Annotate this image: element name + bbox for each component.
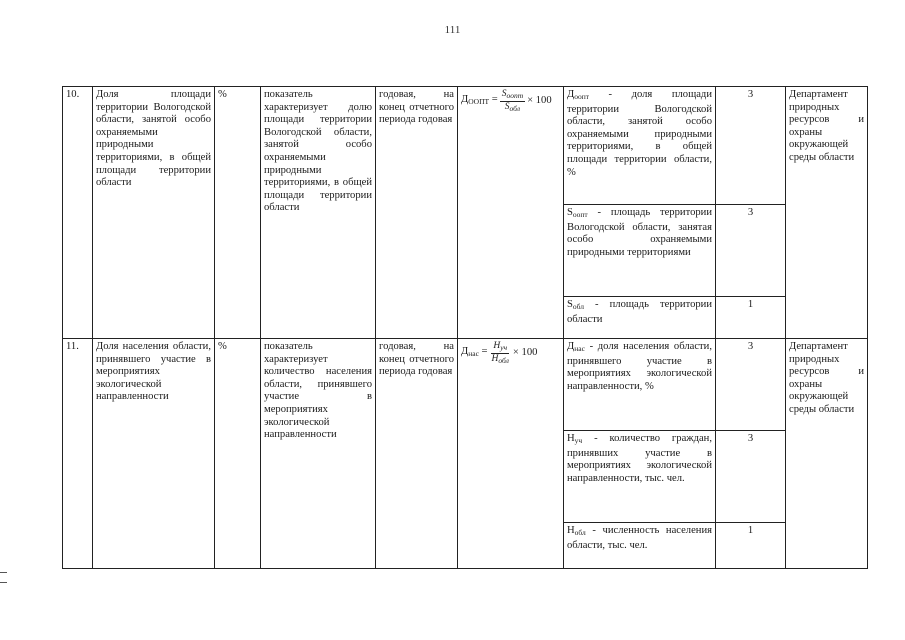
unit: % <box>215 87 261 339</box>
row-number: 11. <box>63 339 93 569</box>
table-row <box>63 87 868 205</box>
indicator-definition: показатель характеризует долю площади территории Вологодской области, занятой особо охраняемыми природными территориями, в общей площади территории области <box>261 87 376 339</box>
component-description: $Н_{уч}$ - количество граждан, принявших участие в мероприятиях экологической направленности, тыс. чел. <box>564 431 716 523</box>
periodicity: годовая, на конец отчетного периода годовая <box>376 87 458 339</box>
page-number: 111 <box>444 24 461 36</box>
periodicity: годовая, на конец отчетного периода годовая <box>376 339 458 569</box>
responsible-department: Департамент природных ресурсов и охраны окружающей среды области <box>786 87 868 339</box>
component-description: $Д_{оопт}$ - доля площади территории Вологодской области, занятой особо охраняемыми природными территориями, в общей площади территории области, % <box>564 87 716 205</box>
component-description: $S_{обл}$ - площадь территории области <box>564 297 716 339</box>
row-number: 10. <box>63 87 93 339</box>
component-code: 3 <box>716 339 786 431</box>
calculation-formula: $Д_{нас}$ = $\frac{Н_{уч}}{Н_{обл}}$ × 100 <box>458 339 564 569</box>
component-code: 1 <box>716 297 786 339</box>
unit: % <box>215 339 261 569</box>
formula-fraction: $\frac{Н_{уч}}{Н_{обл}}$ <box>491 341 509 365</box>
indicator-name: Доля населения области, принявшего участие в мероприятиях экологической направленности <box>93 339 215 569</box>
component-description: $Н_{обл}$ - численность населения области, тыс. чел. <box>564 523 716 569</box>
indicators-table <box>62 86 868 569</box>
indicator-definition: показатель характеризует количество населения области, принявшего участие в мероприятиях экологической направленности <box>261 339 376 569</box>
component-code: 3 <box>716 431 786 523</box>
component-description: $S_{оопт}$ - площадь территории Вологодской области, занятая особо охраняемыми природными территориями <box>564 205 716 297</box>
table-row <box>63 339 868 431</box>
indicator-name: Доля площади территории Вологодской области, занятой особо охраняемыми природными территориями, в общей площади территории области <box>93 87 215 339</box>
margin-mark <box>0 572 7 573</box>
responsible-department: Департамент природных ресурсов и охраны окружающей среды области <box>786 339 868 569</box>
margin-mark <box>0 582 7 583</box>
calculation-formula: $Д_{ООПТ}$ = $\frac{S_{оопт}}{S_{обл}}$ × 100 <box>458 87 564 339</box>
component-code: 1 <box>716 523 786 569</box>
component-code: 3 <box>716 205 786 297</box>
component-code: 3 <box>716 87 786 205</box>
formula-fraction: $\frac{S_{оопт}}{S_{обл}}$ <box>501 89 524 113</box>
component-description: $Д_{нас}$ - доля населения области, принявшего участие в мероприятиях экологической направленности, % <box>564 339 716 431</box>
